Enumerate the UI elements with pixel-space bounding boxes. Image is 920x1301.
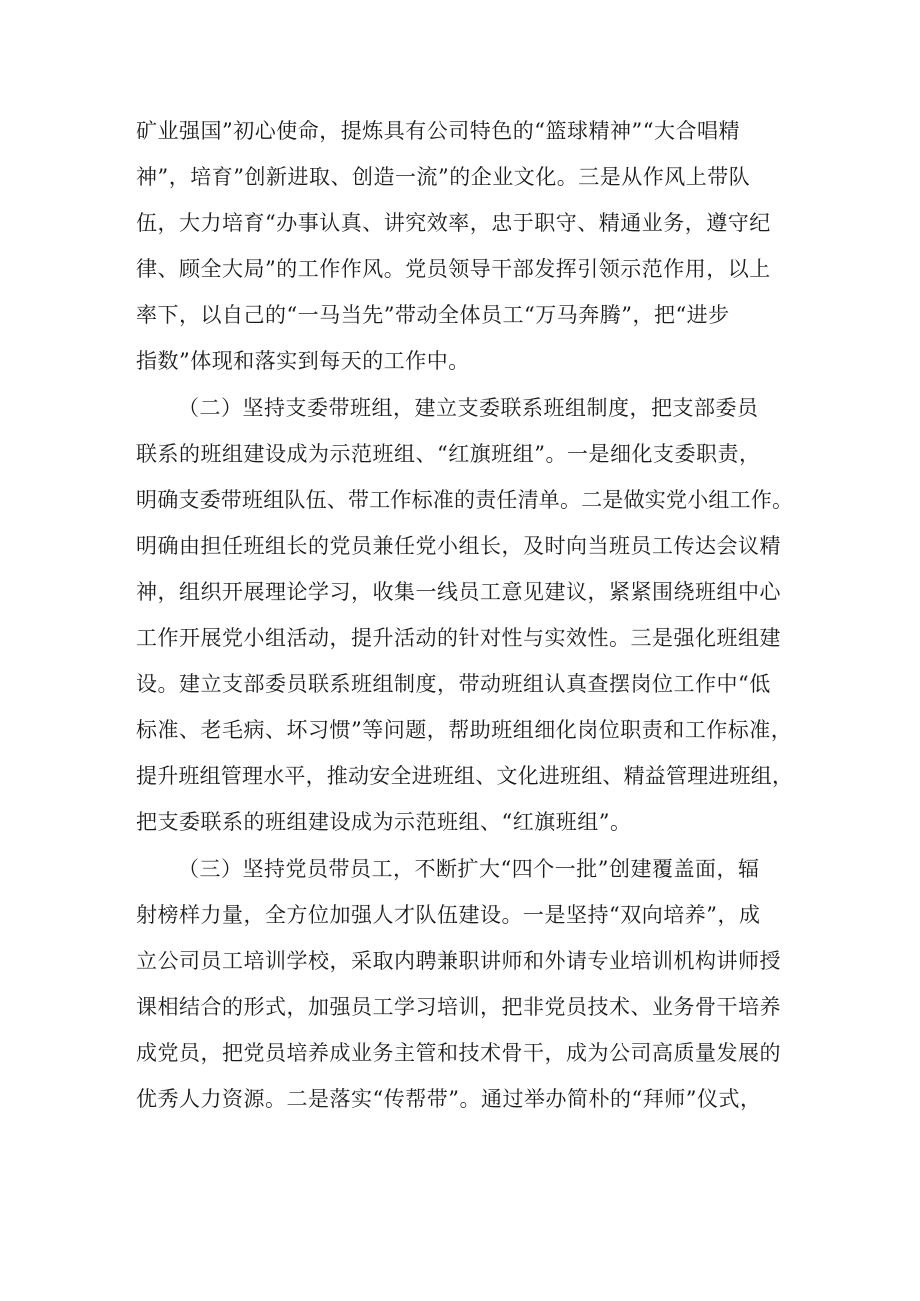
text-line: 率下，以自己的“一马当先”带动全体员工“万马奔腾”，把“进步 [136,303,730,328]
text-line: 成党员，把党员培养成业务主管和技术骨干，成为公司高质量发展的 [136,1040,781,1065]
text-line: 明确支委带班组队伍、带工作标准的责任清单。二是做实党小组工作。 [136,487,794,512]
text-line: 神，组织开展理论学习，收集一线员工意见建议，紧紧围绕班组中心 [136,579,781,604]
text-line: 优秀人力资源。二是落实“传帮带”。通过举办简朴的“拜师”仪式， [136,1086,762,1111]
text-line: 矿业强国”初心使命，提炼具有公司特色的“篮球精神”“大合唱精 [136,119,740,143]
text-line: 律、顾全大局”的工作作风。党员领导干部发挥引领示范作用，以上 [136,257,771,282]
text-line: 伍，大力培育“办事认真、讲究效率，忠于职守、精通业务，遵守纪 [136,211,771,236]
text-line: 神”，培育”创新进取、创造一流”的企业文化。三是从作风上带队 [136,165,751,190]
text-line: 课相结合的形式，加强员工学习培训，把非党员技术、业务骨干培养 [136,994,781,1019]
text-line: 明确由担任班组长的党员兼任党小组长，及时向当班员工传达会议精 [136,533,781,558]
text-line: 射榜样力量，全方位加强人才队伍建设。一是坚持“双向培养”，成 [136,902,761,927]
text-line: 指数”体现和落实到每天的工作中。 [136,349,470,374]
paragraph-2-heading-line: （二）坚持支委带班组，建立支委联系班组制度，把支部委员 [178,395,759,420]
text-line: 把支委联系的班组建设成为示范班组、“红旗班组”。 [136,810,632,835]
paragraph-3-heading-line: （三）坚持党员带员工，不断扩大“四个一批”创建覆盖面，辐 [178,856,760,881]
text-line: 立公司员工培训学校，采取内聘兼职讲师和外请专业培训机构讲师授 [136,948,781,973]
text-line: 联系的班组建设成为示范班组、“红旗班组”。一是细化支委职责， [136,441,761,466]
text-line: 标准、老毛病、坏习惯”等问题，帮助班组细化岗位职责和工作标准， [136,718,793,743]
text-line: 工作开展党小组活动，提升活动的针对性与实效性。三是强化班组建 [136,626,781,651]
text-line: 提升班组管理水平，推动安全进班组、文化进班组、精益管理进班组， [136,764,794,789]
text-line: 设。建立支部委员联系班组制度，带动班组认真查摆岗位工作中“低 [136,672,771,697]
document-body [136,108,796,1122]
